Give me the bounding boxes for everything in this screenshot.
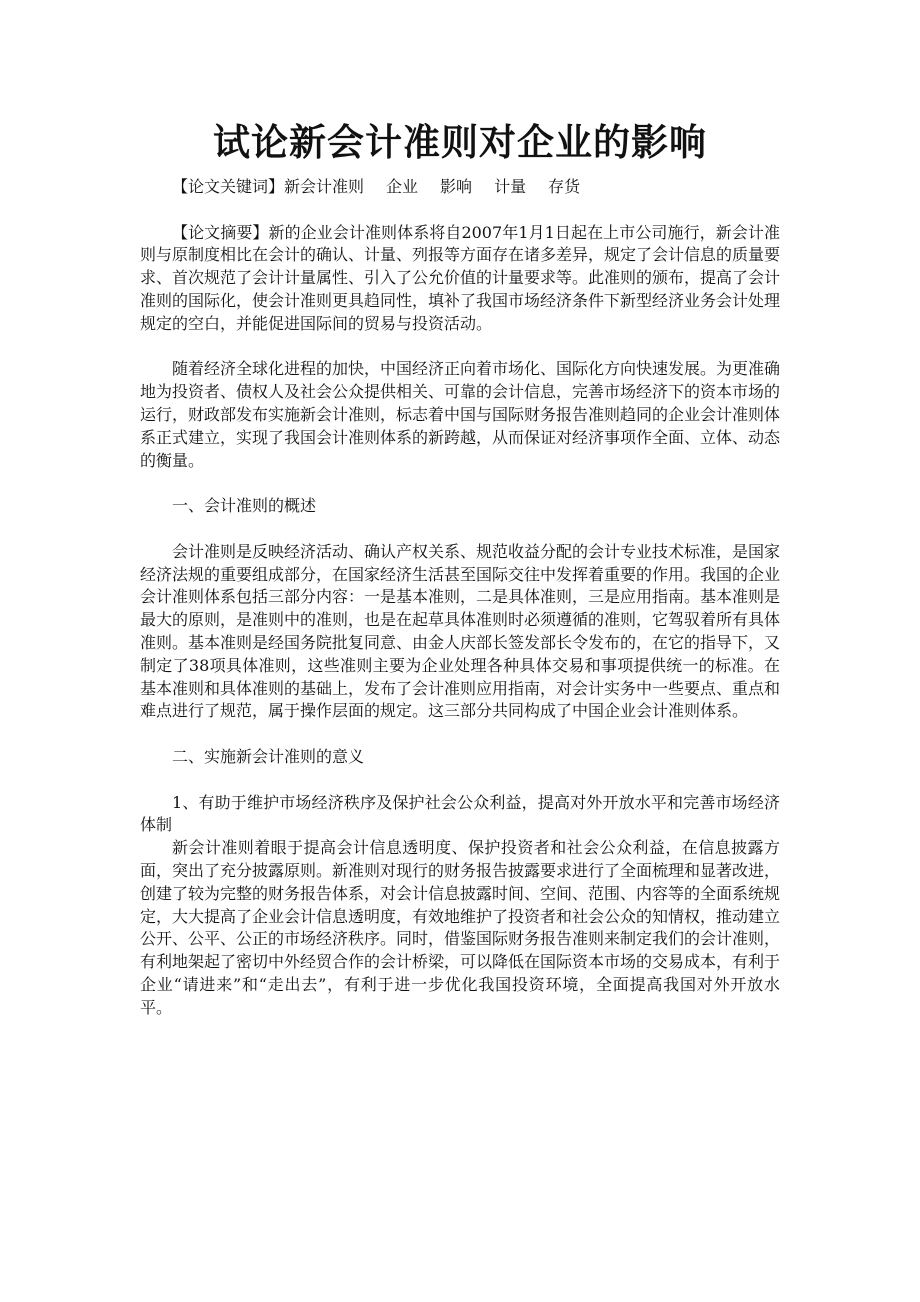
document-title: 试论新会计准则对企业的影响 xyxy=(213,121,707,164)
intro-paragraph: 随着经济全球化进程的加快，中国经济正向着市场化、国际化方向快速发展。为更准确地为投资者、债权人及社会公众提供相关、可靠的会计信息，完善市场经济下的资本市场的运行，财政部发布实施新会计准则，标志着中国与国际财务报告准则趋同的企业会计准则体系正式建立，实现了我国会计准则体系的新跨越，从而保证对经济事项作全面、立体、动态的衡量。 xyxy=(140,359,781,470)
point1-paragraph: 新会计准则着眼于提高会计信息透明度、保护投资者和社会公众利益，在信息披露方面，突出了充分披露原则。新准则对现行的财务报告披露要求进行了全面梳理和显著改进，创建了较为完整的财务报告体系，对会计信息披露时间、空间、范围、内容等的全面系统规定，大大提高了企业会计信息透明度，有效地维护了投资者和社会公众的知情权，推动建立公开、公平、公正的市场经济秩序。同时，借鉴国际财务报告准则来制定我们的会计准则，有利地架起了密切中外经贸合作的会计桥梁，可以降低在国际资本市场的交易成本，有利于企业“请进来”和“走出去”，有利于进一步优化我国投资环境，全面提高我国对外开放水平。 xyxy=(140,838,781,1017)
spacer xyxy=(140,723,780,746)
keywords-line xyxy=(140,176,780,199)
keyword: 影响 xyxy=(440,177,473,196)
section-heading-1: 一、会计准则的概述 xyxy=(172,496,317,516)
abstract-label: 【论文摘要】 xyxy=(172,222,269,242)
abstract-text: 新的企业会计准则体系将自2007年1月1日起在上市公司施行，新会计准则与原制度相比在会计的确认、计量、列报等方面存在诸多差异，规定了会计信息的质量要求、首次规范了会计计量属性、引入了公允价值的计量要求等。此准则的颁布，提高了会计准则的国际化，使会计准则更具趋同性，填补了我国市场经济条件下新型经济业务会计处理规定的空白，并能促进国际间的贸易与投资活动。 xyxy=(140,222,781,333)
spacer xyxy=(140,199,780,222)
spacer xyxy=(140,518,780,541)
keyword: 企业 xyxy=(386,177,419,196)
abstract-paragraph xyxy=(140,222,780,336)
spacer xyxy=(140,472,780,495)
point1-heading: 1、有助于维护市场经济秩序及保护社会公众利益，提高对外开放水平和完善市场经济体制 xyxy=(140,792,780,835)
spacer xyxy=(140,336,780,359)
section-heading-2: 二、实施新会计准则的意义 xyxy=(172,746,365,766)
keyword: 计量 xyxy=(494,177,527,196)
section1-paragraph: 会计准则是反映经济活动、确认产权关系、规范收益分配的会计专业技术标准，是国家经济法规的重要组成部分，在国家经济生活甚至国际交往中发挥着重要的作用。我国的企业会计准则体系包括三部分内容：一是基本准则，二是具体准则，三是应用指南。基本准则是最大的原则，是准则中的准则，也是在起草具体准则时必须遵循的准则，它驾驭着所有具体准则。基本准则是经国务院批复同意、由金人庆部长签发部长令发布的，在它的指导下，又制定了38项具体准则，这些准则主要为企业处理各种具体交易和事项提供统一的标准。在基本准则和具体准则的基础上，发布了会计准则应用指南，对会计实务中一些要点、重点和难点进行了规范，属于操作层面的规定。这三部分共同构成了中国企业会计准则体系。 xyxy=(140,541,781,721)
keyword: 新会计准则 xyxy=(284,177,365,196)
keyword: 存货 xyxy=(548,177,581,196)
document-body xyxy=(140,176,780,1019)
spacer xyxy=(140,769,780,792)
keywords-label: 【论文关键词】 xyxy=(172,177,285,196)
